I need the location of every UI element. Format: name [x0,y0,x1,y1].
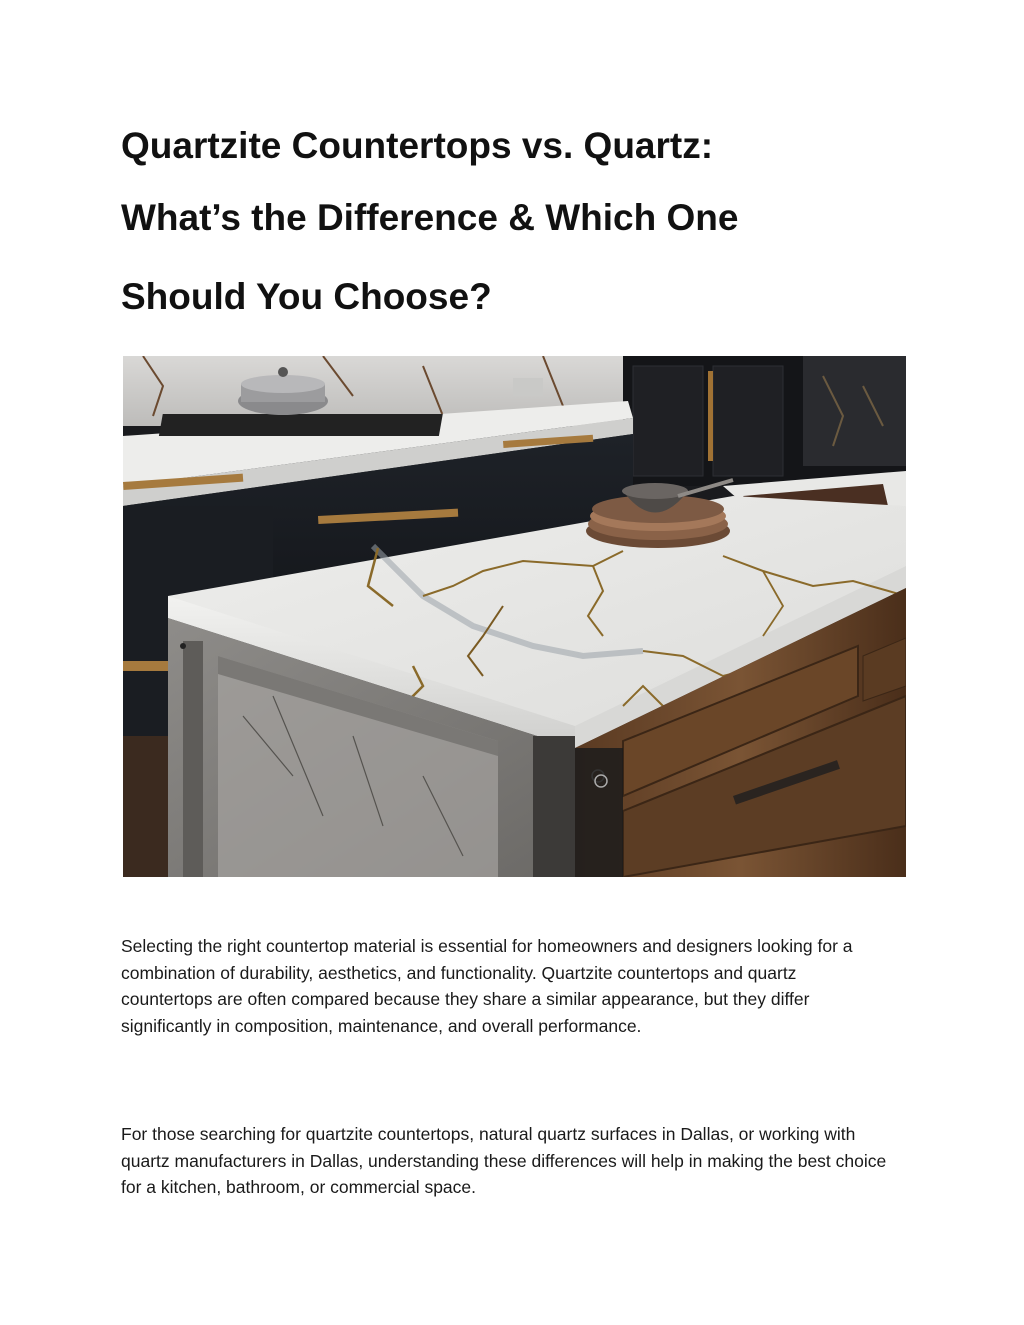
title-line-3: Should You Choose? [121,276,492,317]
title-line-2: What’s the Difference & Which One [121,197,739,238]
hero-image [123,356,906,877]
intro-paragraph: Selecting the right countertop material is essential for homeowners and designers looking for a combination of durability, aesthetics, and functionality. Quartzite countertops and quartz countertops are often compared because they share a similar appearance, but they differ significantly in composition, maintenance, and overall performance. [121,936,853,1036]
title-line-1: Quartzite Countertops vs. Quartz: [121,125,714,166]
page-title [121,108,921,332]
second-paragraph: For those searching for quartzite countertops, natural quartz surfaces in Dallas, or working with quartz manufacturers in Dallas, understanding these differences will help in making the best choice for a kitchen, bathroom, or commercial space. [121,1124,887,1197]
